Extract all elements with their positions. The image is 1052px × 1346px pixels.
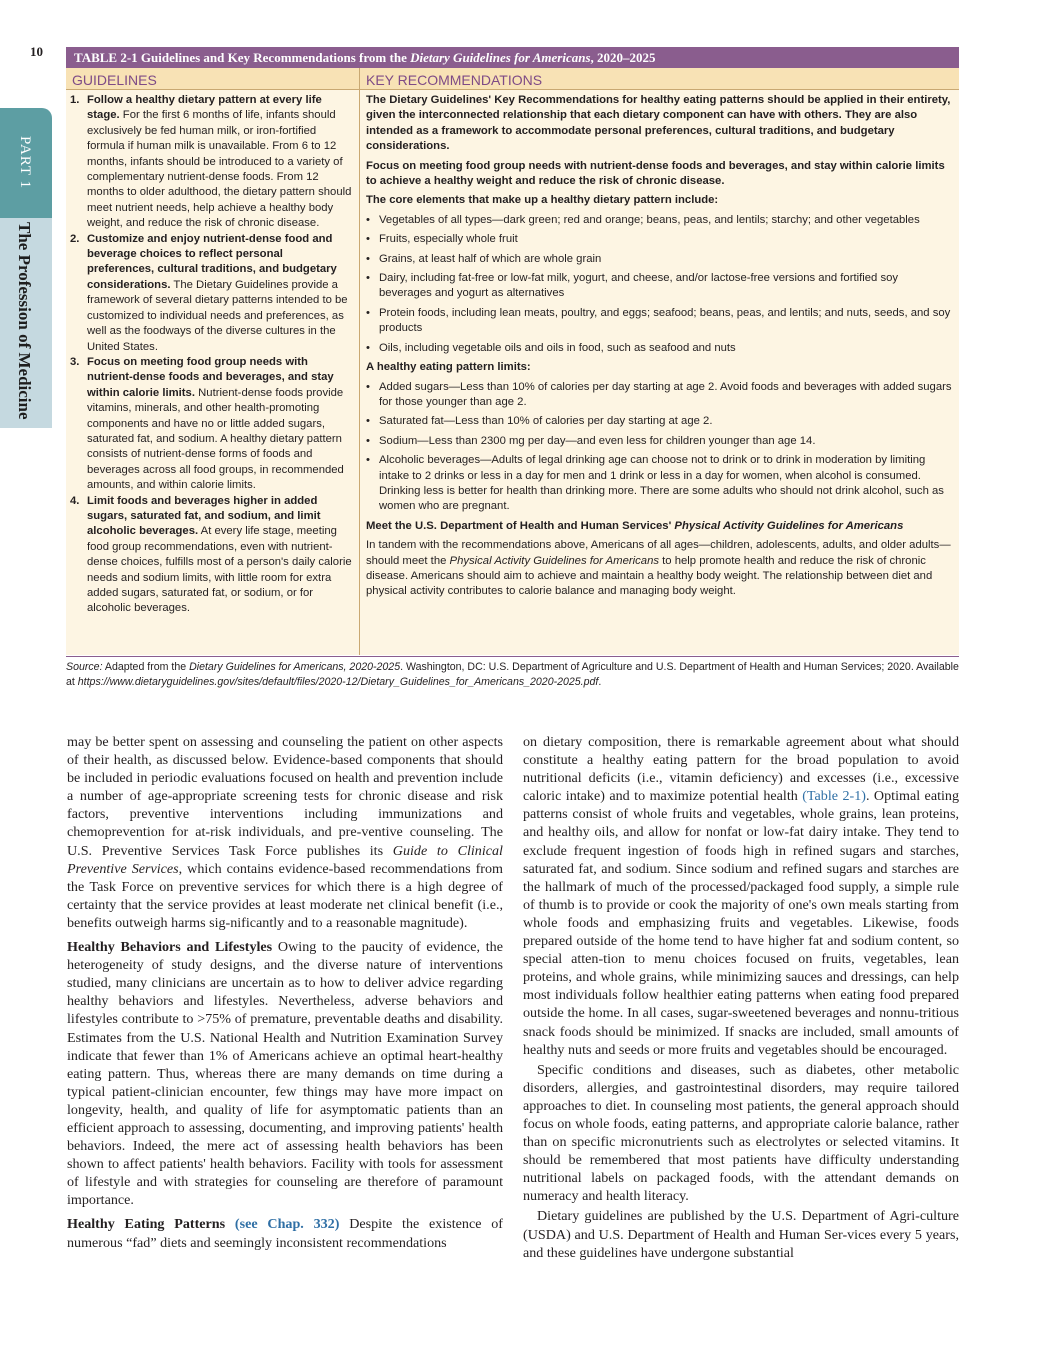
list-item: • Sodium—Less than 2300 mg per day—and even less for children younger than age 14.: [366, 434, 953, 449]
bullet-icon: •: [366, 252, 370, 265]
bullet-icon: •: [366, 341, 370, 354]
guideline-item: 4. Limit foods and beverages higher in added sugars, saturated fat, and sodium, and limit alcoholic beverages. At every life stage, meeting food group recommendations, even with nutrient-dense choices, fulfills most of a person's daily calorie needs and sodium limits, with little room for extra added sugars, saturated fat, or sodium, or for alcoholic beverages.: [70, 494, 352, 615]
body-column-left: [67, 733, 503, 1254]
body-column-right: [523, 733, 959, 1264]
recommendations-column: [360, 90, 959, 655]
paragraph: on dietary composition, there is remarkable agreement about what should constitute a healthy eating pattern for the broad population to avoid nutritional deficits (i.e., vitamin deficiency) and excesses (i.e., excessive caloric intake) and to maximize potential health (Table 2-1). Optimal eating patterns consist of whole fruits and vegetables, whole grains, lean proteins, and healthy oils, and allow for nonfat or low-fat dairy intake. They tend to exclude frequent ingestion of foods high in refined sugars and starches, saturated fat, and sodium. Since sodium and refined sugars and starches are the hallmark of much of the processed/packaged food supply, a simple rule of thumb is to provide or cook the majority of one's own meals starting from whole foods and emphasizing fruits and vegetables. Likewise, foods prepared outside of the home tend to have higher fat and sodium content, so special atten-tion to menu choices focused on fruits, vegetables, lean proteins, and whole grains, while minimizing sauces and dressings, can help most individuals follow healthier eating patterns when eating food prepared outside the home. In all cases, sugar-sweetened beverages and nonnu-tritious snack foods should be minimized. If snacks are included, small amounts of healthy nuts and seeds or more fruits and vegetables should be encouraged.: [523, 734, 959, 1058]
paragraph: Healthy Eating Patterns (see Chap. 332) Despite the existence of numerous “fad” diets and seemingly inconsistent recommendations: [67, 1216, 503, 1251]
paragraph: Dietary guidelines are published by the U.S. Department of Agri-culture (USDA) and U.S. Department of Health and Human Ser-vices every 5 years, and these guidelines have undergone substantial: [523, 1208, 959, 1261]
guideline-item: 2. Customize and enjoy nutrient-dense food and beverage choices to reflect personal preferences, cultural traditions, and budgetary considerations. The Dietary Guidelines provide a framework of several dietary patterns intended to be customized to individual needs and preferences, as well as the foodways of the diverse cultures in the United States.: [70, 232, 348, 353]
limits-list: [366, 380, 953, 515]
section-tab: [0, 218, 52, 428]
chapter-link[interactable]: (see Chap. 332): [234, 1216, 340, 1233]
paragraph: may be better spent on assessing and counseling the patient on other aspects of their health, as discussed below. Evidence-based components that should be included in periodic evaluations focused on health and prevention include a number of age-appropriate screening tests for chronic disease and risk factors, preventive interventions including immunizations and chemoprevention for at-risk individuals, and pre-ventive counseling. The U.S. Preventive Services Task Force publishes its Guide to Clinical Preventive Services, which contains evidence-based recommendations from the Task Force on preventive services for which there is a high degree of certainty that the service provides at least moderate net clinical benefit (i.e., benefits outweigh harms sig-nificantly and to a reasonable magnitude).: [67, 734, 503, 931]
source-url[interactable]: https://www.dietaryguidelines.gov/sites/default/files/2020-12/Dietary_Guidelines_for_Americans_2020-2025.pdf: [77, 676, 599, 689]
table-body: [66, 90, 959, 655]
page-number: 10: [30, 44, 43, 59]
table-2-1: [66, 47, 959, 655]
guideline-item: 3. Focus on meeting food group needs with nutrient-dense foods and beverages, and stay within calorie limits. Nutrient-dense foods provide vitamins, minerals, and other health-promoting components and have no or little added sugars, saturated fat, and sodium. A healthy dietary pattern consists of nutrient-dense forms of foods and beverages across all food groups, in recommended amounts, and within calorie limits.: [70, 355, 344, 492]
part-tab: [0, 108, 52, 218]
core-elements-list: [366, 213, 953, 356]
list-item: • Dairy, including fat-free or low-fat milk, yogurt, and cheese, and/or lactose-free versions and fortified soy beverages and yogurt as alternatives: [366, 271, 953, 302]
bullet-icon: •: [366, 415, 370, 428]
bullet-icon: •: [366, 454, 370, 467]
list-item: • Saturated fat—Less than 10% of calories per day starting at age 2.: [366, 414, 953, 429]
rec-focus: Focus on meeting food group needs with nutrient-dense foods and beverages, and stay within calorie limits to achieve a healthy weight and reduce the risk of chronic disease.: [366, 159, 945, 188]
list-item: • Vegetables of all types—dark green; red and orange; beans, peas, and lentils; starchy; and other vegetables: [366, 213, 953, 228]
rec-intro: The Dietary Guidelines' Key Recommendations for healthy eating patterns should be applied in their entirety, given the interconnected relationship that each dietary component can have with others. They are also intended as a framework to accommodate personal preferences, cultural traditions, and budgetary considerations.: [366, 94, 951, 153]
subheading: Healthy Eating Patterns: [67, 1216, 226, 1233]
bullet-icon: •: [366, 380, 370, 393]
paragraph: Specific conditions and diseases, such as diabetes, other metabolic disorders, allergies, and gastrointestinal disorders, may require tailored approaches to diet. In counseling most patients, the general approach should focus on whole foods, eating patterns, and appropriate calorie balance, rather than on specific micronutrients such as electrolytes or selected vitamins. It should be remembered that most patients have difficulty understanding nutritional labels on packaged foods, with the attendant demands on numeracy and health literacy.: [523, 1061, 959, 1205]
physical-activity-heading: Meet the U.S. Department of Health and Human Services' Physical Activity Guidelines for Americans: [366, 519, 904, 532]
list-item: • Oils, including vegetable oils and oils in food, such as seafood and nuts: [366, 341, 953, 356]
section-title: The Profession of Medicine: [15, 222, 34, 420]
table-source-note: Source: Adapted from the Dietary Guidelines for Americans, 2020-2025. Washington, DC: U.S. Department of Agriculture and U.S. Department of Health and Human Services; 2020. Available at https://www.dietaryguidelines.gov/sites/default/files/2020-12/Dietary_Guidelines_for_Americans_2020-2025.pdf.: [66, 661, 959, 689]
bullet-icon: •: [366, 434, 370, 447]
core-elements-heading: The core elements that make up a healthy dietary pattern include:: [366, 194, 719, 207]
bullet-icon: •: [366, 272, 370, 285]
list-item: • Fruits, especially whole fruit: [366, 232, 953, 247]
bullet-icon: •: [366, 213, 370, 226]
guideline-item: 1. Follow a healthy dietary pattern at every life stage. For the first 6 months of life, infants should exclusively be fed human milk, or iron-fortified formula if human milk is unavailable. From 6 to 12 months, infants should be introduced to a variety of complementary nutrient-dense foods. From 12 months to older adulthood, the dietary pattern should meet nutrient needs, help achieve a healthy body weight, and reduce the risk of chronic disease.: [70, 94, 352, 230]
column-header-recommendations: KEY RECOMMENDATIONS: [366, 72, 543, 88]
physical-activity-text: In tandem with the recommendations above, Americans of all ages—children, adolescents, adults, and older adults—should meet the Physical Activity Guidelines for Americans to help promote health and reduce the risk of chronic disease. Americans should aim to achieve and maintain a healthy body weight. The relationship between diet and physical activity contributes to calorie balance and managing body weight.: [366, 539, 951, 598]
part-label: PART 1: [17, 136, 33, 190]
subheading: Healthy Behaviors and Lifestyles: [67, 939, 273, 956]
table-header-row: [66, 68, 959, 90]
table-bottom-rule: [66, 656, 959, 657]
paragraph: Healthy Behaviors and Lifestyles Owing to the paucity of evidence, the heterogeneity of study designs, and the diverse nature of interventions studied, many clinicians are uncertain as to how to deliver advice regarding healthy behaviors and lifestyles. Nevertheless, adverse behaviors and lifestyles contribute to >75% of premature, preventable deaths and disability. Estimates from the U.S. National Health and Nutrition Examination Survey indicate that fewer than 1% of Americans achieve an optimal heart-healthy eating pattern. Thus, whereas there are many demands on time during a typical patient-clinician encounter, few things may have more impact on longevity, health, and quality of life for asymptomatic patients than an efficient approach to assessing, documenting, and improving patients' health behaviors. Indeed, the mere act of assessing health behaviors has been shown to affect patients' health behaviors. Facility with tools for assessment of lifestyle and with strategies for counseling are therefore of paramount importance.: [67, 939, 503, 1209]
bullet-icon: •: [366, 233, 370, 246]
list-item: • Alcoholic beverages—Adults of legal drinking age can choose not to drink or to drink in moderation by limiting intake to 2 drinks or less in a day for men and 1 drink or less in a day for women, when alcohol is consumed. Drinking less is better for health than drinking more. There are some adults who should not drink alcohol, such as women who are pregnant.: [366, 453, 953, 515]
table-link[interactable]: (Table 2-1): [802, 788, 866, 805]
table-title: TABLE 2-1 Guidelines and Key Recommendations from the Dietary Guidelines for Americans, 2020–2025: [66, 47, 959, 68]
limits-heading: A healthy eating pattern limits:: [366, 361, 531, 374]
bullet-icon: •: [366, 306, 370, 319]
column-header-guidelines: GUIDELINES: [66, 68, 360, 89]
list-item: • Grains, at least half of which are whole grain: [366, 252, 953, 267]
guidelines-column: [66, 90, 360, 655]
list-item: • Protein foods, including lean meats, poultry, and eggs; seafood; beans, peas, and lentils; and nuts, seeds, and soy products: [366, 306, 953, 337]
list-item: • Added sugars—Less than 10% of calories per day starting at age 2. Avoid foods and beverages with added sugars for those younger than age 2.: [366, 380, 953, 411]
